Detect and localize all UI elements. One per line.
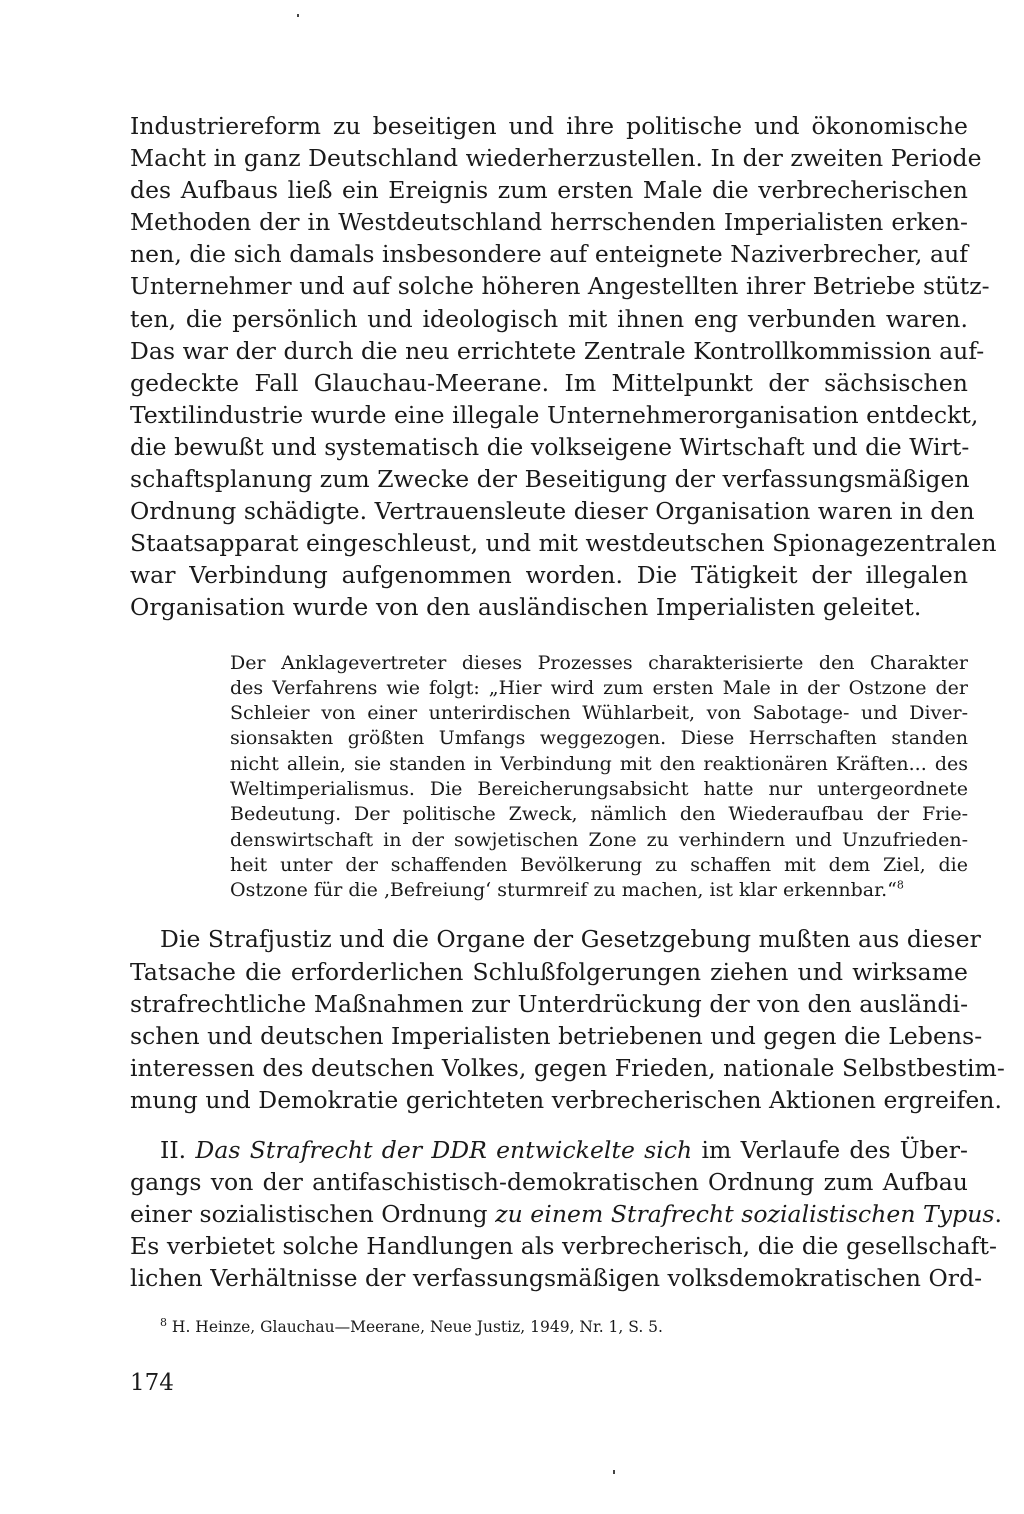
- text-line: schaftsplanung zum Zwecke der Beseitigung der verfassungsmäßigen: [130, 465, 970, 494]
- footnote-reference[interactable]: 8: [896, 878, 904, 892]
- text-line: schen und deutschen Imperialisten betriebenen und gegen die Lebens-: [130, 1021, 983, 1050]
- quote-line: denswirtschaft in der sowjetischen Zone zu verhindern und Unzufrieden-: [230, 828, 968, 851]
- text-line: Tatsache die erforderlichen Schlußfolgerungen ziehen und wirksame: [130, 957, 968, 986]
- quote-text: Ostzone für die ‚Befreiung‘ sturmreif zu machen, ist klar erkennbar.“: [230, 879, 897, 902]
- quote-line: Weltimperialismus. Die Bereicherungsabsicht hatte nur untergeordnete: [230, 777, 968, 800]
- emphasis-text: Das Strafrecht der DDR entwickelte sich: [195, 1136, 693, 1165]
- text-line: Es verbietet solche Handlungen als verbrecherisch, die die gesellschaft-: [130, 1232, 998, 1261]
- text-line: Methoden der in Westdeutschland herrschenden Imperialisten erken-: [130, 208, 968, 237]
- paragraph-1: [130, 110, 997, 624]
- quote-line: heit unter der schaffenden Bevölkerung zu schaffen mit dem Ziel, die: [230, 853, 968, 876]
- quote-line: sionsakten größten Umfangs weggezogen. Diese Herrschaften standen: [230, 727, 968, 750]
- text-segment: im Verlaufe des Über-: [692, 1136, 968, 1165]
- text-segment: .: [994, 1200, 1003, 1229]
- text-line: [130, 1198, 1003, 1230]
- text-line: [130, 1134, 968, 1166]
- quote-line: des Verfahrens wie folgt: „Hier wird zum ersten Male in der Ostzone der: [230, 676, 968, 699]
- text-line: gangs von der antifaschistisch-demokratischen Ordnung zum Aufbau: [130, 1168, 968, 1197]
- footnote: [160, 1317, 968, 1337]
- text-line: Organisation wurde von den ausländischen Imperialisten geleitet.: [130, 593, 922, 622]
- text-line: ten, die persönlich und ideologisch mit ihnen eng verbunden waren.: [130, 304, 968, 333]
- text-line: Das war der durch die neu errichtete Zentrale Kontrollkommission auf-: [130, 336, 985, 365]
- text-line: nen, die sich damals insbesondere auf enteignete Naziverbrecher, auf: [130, 240, 968, 269]
- text-line: interessen des deutschen Volkes, gegen Frieden, nationale Selbstbestim-: [130, 1053, 1005, 1082]
- text-line: war Verbindung aufgenommen worden. Die Tätigkeit der illegalen: [130, 561, 968, 590]
- text-line: Macht in ganz Deutschland wiederherzustellen. In der zweiten Periode: [130, 144, 982, 173]
- scan-speck-bottom: [613, 1470, 615, 1474]
- text-line: Unternehmer und auf solche höheren Angestellten ihrer Betriebe stütz-: [130, 272, 990, 301]
- text-segment: einer sozialistischen Ordnung: [130, 1200, 496, 1229]
- text-line: lichen Verhältnisse der verfassungsmäßigen volksdemokratischen Ord-: [130, 1264, 983, 1293]
- page-number: 174: [130, 1369, 174, 1396]
- quote-line: Bedeutung. Der politische Zweck, nämlich den Wiederaufbau der Frie-: [230, 803, 968, 826]
- footnote-text: H. Heinze, Glauchau—Meerane, Neue Justiz, 1949, Nr. 1, S. 5.: [167, 1317, 663, 1336]
- text-line: die bewußt und systematisch die volkseigene Wirtschaft und die Wirt-: [130, 432, 970, 461]
- text-line: mung und Demokratie gerichteten verbrecherischen Aktionen ergreifen.: [130, 1085, 1002, 1114]
- emphasis-text: zu einem Strafrecht sozialistischen Typus: [495, 1200, 995, 1229]
- text-line: gedeckte Fall Glauchau-Meerane. Im Mittelpunkt der sächsischen: [130, 368, 968, 397]
- text-line: des Aufbaus ließ ein Ereignis zum ersten Male die verbrecherischen: [130, 176, 968, 205]
- quote-line: Der Anklagevertreter dieses Prozesses charakterisierte den Charakter: [230, 651, 968, 674]
- text-line: strafrechtliche Maßnahmen zur Unterdrückung der von den ausländi-: [130, 989, 969, 1018]
- footnote-mark: 8: [160, 1315, 167, 1329]
- quote-line: Schleier von einer unterirdischen Wühlarbeit, von Sabotage- und Diver-: [230, 702, 968, 725]
- paragraph-2: [130, 923, 1005, 1116]
- book-page: [130, 110, 1005, 1397]
- block-quote: [230, 651, 968, 904]
- text-line: Industriereform zu beseitigen und ihre politische und ökonomische: [130, 112, 968, 140]
- text-line: Die Strafjustiz und die Organe der Gesetzgebung mußten aus dieser: [160, 925, 981, 954]
- quote-line-last: [230, 878, 968, 903]
- quote-line: nicht allein, sie standen in Verbindung mit den reaktionären Kräften... des: [230, 752, 968, 775]
- section-number: II.: [160, 1136, 196, 1165]
- text-line: Textilindustrie wurde eine illegale Unternehmerorganisation entdeckt,: [130, 400, 979, 429]
- paragraph-3: [130, 1134, 1003, 1294]
- text-line: Staatsapparat eingeschleust, und mit westdeutschen Spionagezentralen: [130, 529, 997, 558]
- text-line: Ordnung schädigte. Vertrauensleute dieser Organisation waren in den: [130, 497, 975, 526]
- scan-speck-top: [297, 14, 299, 17]
